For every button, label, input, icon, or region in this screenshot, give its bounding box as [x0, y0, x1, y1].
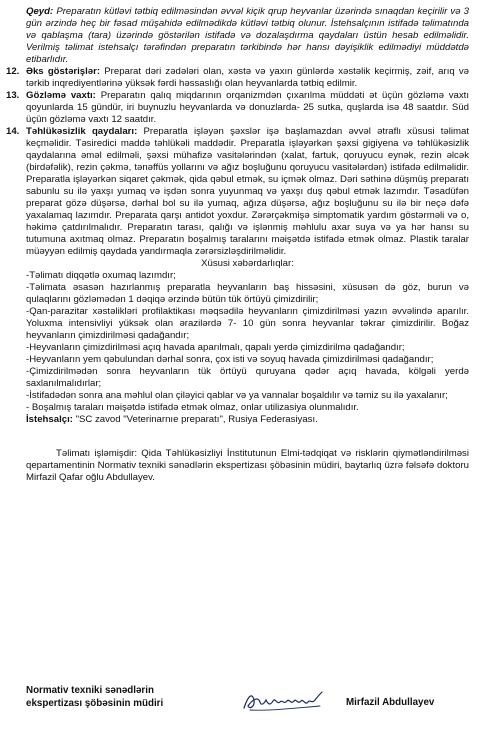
manufacturer-label: İstehsalçı:	[26, 414, 73, 425]
warning-item: -İstifadədən sonra ana məhlul olan çiləyici qablar və ya vannalar boşaldılır və təmiz su ilə yaxalanır;	[26, 390, 448, 401]
section-safety-rules	[6, 126, 469, 258]
manufacturer-text: "SC zavod "Veterinarnıe preparatı", Rusiya Federasiyası.	[75, 414, 318, 425]
section-number: 13.	[6, 90, 20, 101]
warning-item: -Heyvanların çimizdirilməsi açıq havada aparılmalı, qapalı yerdə çimizdirilmə qadağandır;	[26, 342, 405, 353]
manufacturer-line	[26, 414, 469, 426]
section-text: Preparatın qalıq miqdarının orqanizmdən çıxarılma müddəti ət üçün gözləmə vaxtı qoyunlarda 15 gündür, iri buynuzlu heyvanlarda və donuzlarda- 25 sutka, quşlarda isə 48 saatdır. Süd üçün gözləmə vaxtı 12 saatdır.	[26, 90, 469, 125]
section-body	[26, 90, 469, 126]
section-number: 12.	[6, 66, 20, 77]
section-contraindications	[6, 66, 470, 90]
section-label: Təhlükəsizlik qaydaları:	[26, 126, 138, 137]
warning-item: -Təlimata əsasən hazırlanmış preparatla heyvanların baş hissəsini, xüsusən də göz, burun və qulaqlarını gözləmədən 1 dəqiqə ərzində bütün tük örtüyü çimizdirilir;	[26, 282, 469, 305]
note-text: Preparatın kütləvi tətbiq edilməsindən əvvəl kiçik qrup heyvanlar üzərində sınaqdan keçirilir və 3 gün ərzində heç bir fəsad müşahidə edilmədikdə kütləvi tətbiq olunur. İstehsalçının istifadə təlimatında və qablaşma (tara) üzərində göstərilən istifadə və dozalaşdırma qaydaları üstün hesab edilməlidir. Verilmiş təlimat istehsalçı tərəfindən preparatın tərkibində hər hansı dəyişiklik edilmədiyi müddətdə etibarlıdır.	[26, 6, 469, 65]
special-warnings-title: Xüsusi xəbərdarlıqlar:	[201, 258, 294, 269]
note-label: Qeyd:	[26, 6, 54, 17]
signatory-name: Mirfazil Abdullayev	[346, 697, 435, 708]
handwritten-signature	[240, 686, 326, 716]
signatory-position	[26, 684, 206, 710]
warning-item: -Qan-parazitar xəstəlikləri profilaktikası məqsədilə heyvanların çimizdirilməsi yazın əvvəlində aparılır. Yoluxma intensivliyi yüksək olan ərazilərdə 7- 10 gün sonra heyvanlar təkrar çimizdirilir. Boğaz heyvanların çimizdirilməsi qadağandır;	[26, 306, 469, 341]
note-paragraph	[26, 6, 469, 66]
section-text: Preparat dəri zədələri olan, xəstə və yaxın günlərdə xəstəlik keçirmiş, zəif, arıq və tərkib inqrediyentlərinə yüksək fərdi həssaslığı olan heyvanlarda tətbiq edilmir.	[26, 66, 470, 89]
warning-item: -Təlimatı diqqətlə oxumaq lazımdır;	[26, 270, 176, 281]
signatory-position-line: ekspertizası şöbəsinin müdiri	[26, 698, 164, 709]
warning-item: -Çimizdirilmədən sonra heyvanların tük örtüyü quruyana qədər açıq havada, kölgəli yerdə saxlanılmalıdırlar;	[26, 366, 469, 389]
warning-item: -Heyvanların yem qəbulundan dərhal sonra, çox isti və soyuq havada çimizdirilməsi qadağandır;	[26, 354, 434, 365]
warnings-list	[26, 270, 469, 414]
warning-item: - Boşalmış taraları məişətdə istifadə etmək olmaz, onlar utilizasiya olunmalıdır.	[26, 402, 359, 413]
section-number: 14.	[6, 126, 20, 137]
prepared-by-paragraph: Təlimatı işləmişdir: Qida Təhlükəsizliyi İnstitutunun Elmi-tədqiqat və risklərin qiymətləndirilməsi qepartamentinin Normativ texniki sənədlərin ekspertizası şöbəsinin müdiri, baytarlıq üzrə fəlsəfə doktoru Mirfazil Qafar oğlu Abdullayev.	[26, 448, 469, 483]
signatory-position-line: Normativ texniki sənədlərin	[26, 685, 154, 696]
signature-block	[26, 684, 469, 724]
section-body	[26, 126, 469, 258]
section-text: Preparatla işləyən şəxslər işə başlamazdan əvvəl ətraflı xüsusi təlimat keçməlidir. Təsiredici maddə təhlükəli maddədir. Preparatla işləyərkən şəxsi gigiyena və təhlükəsizlik qaydalarına əməl edilməli, şəxsi mühafizə vasitələrindən (xalat, fartuk, qoruyucu eynək, rezin əlcək (birdəfəlik), rezin çəkmə, tənəffüs yollarını və ağız boşluğunu qoruyucu vasitələrdən) istifadə edilməlidir. Preparatla işləyərkən siqaret çəkmək, qida qəbul etmək, su içmək olmaz. Dəri səthinə düşmüş preparatı sabunlu su ilə yaxşı yumaq və işdən sonra yuyunmaq və yaxşı duş qəbul etmək lazımdır. Təsadüfən preparat gözə düşərsə, dərhal bol su ilə yumaq, ağıza düşərsə, ağız boşluğunu su ilə bir neçə dəfə yaxalamaq lazımdır. Preparata qarşı antidot yoxdur. Zərərçəkmişə simptomatik yardım göstərməli və o, həkimə çatdırılmalıdır. Preparatın tarası, qalığı və işlənmiş məhlulu axar suya və ya hər hansı su tutumuna axıtmaq olmaz. Preparatın boşalmış taralarını məişətdə istifadə etmək olmaz. Plastik taralar müəyyən edilmiş qaydada yandırmaqla zərərsizləşdirilməlidir.	[26, 126, 469, 257]
section-label: Gözləmə vaxtı:	[26, 90, 96, 101]
section-body	[26, 66, 469, 90]
section-waiting-time	[6, 90, 469, 126]
section-label: Əks göstərişlər:	[26, 66, 101, 77]
